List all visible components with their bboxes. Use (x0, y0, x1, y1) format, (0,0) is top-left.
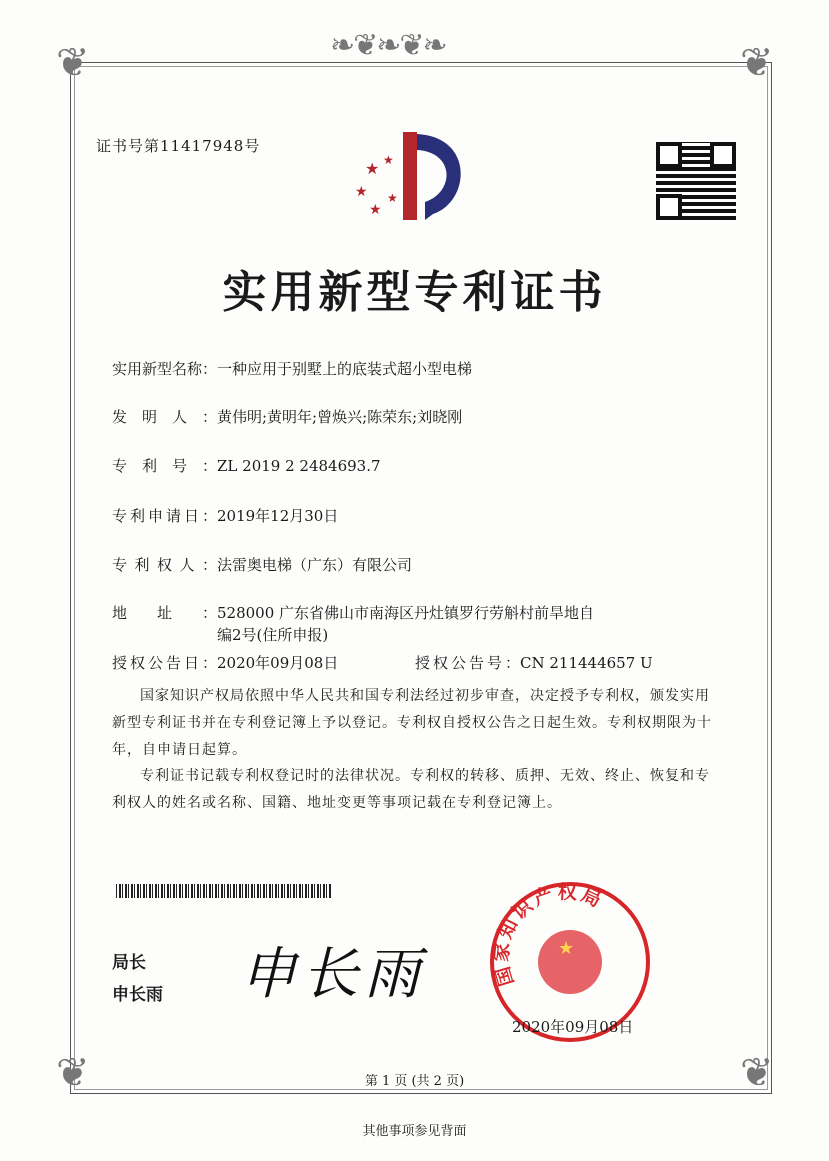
certificate-number: 证书号第11417948号 (96, 137, 261, 155)
svg-text:★: ★ (365, 159, 380, 178)
svg-text:★: ★ (355, 184, 368, 200)
field-application-date: 专利申请日：2019年12月30日 (112, 507, 339, 525)
page-title: 实用新型专利证书 (222, 267, 607, 318)
signatory-name: 申长雨 (112, 985, 163, 1005)
corner-ornament-icon: ❦ (56, 40, 90, 86)
signatory-role: 局长 (112, 953, 146, 973)
field-address-line2: 编2号(住所申报) (217, 626, 329, 644)
field-announcement-number: 授权公告号：CN 211444657 U (415, 654, 653, 672)
field-patent-number: 专利号：ZL 2019 2 2484693.7 (112, 457, 381, 475)
star-icon: ★ (558, 938, 575, 959)
barcode (116, 884, 331, 898)
cnipa-logo-icon (355, 122, 475, 222)
statement-paragraph: 国家知识产权局依照中华人民共和国专利法经过初步审查，决定授予专利权，颁发实用新型专利证书并在专利登记簿上予以登记。专利权自授权公告之日起生效。专利权期限为十年，自申请日起算。 (112, 688, 712, 758)
corner-ornament-icon: ❦ (740, 1050, 774, 1096)
svg-text:★: ★ (369, 202, 382, 218)
back-note: 其他事项参见背面 (362, 1124, 467, 1139)
top-ornament-icon: ❧❦❧❦❧ (330, 28, 446, 63)
svg-text:★: ★ (383, 153, 394, 167)
field-inventors: 发明人：黄伟明;黄明年;曾焕兴;陈荣东;刘晓刚 (112, 408, 463, 426)
field-grant-date: 授权公告日：2020年09月08日 (112, 654, 339, 672)
svg-text:★: ★ (387, 191, 398, 205)
corner-ornament-icon: ❦ (56, 1050, 90, 1096)
qr-code (656, 142, 736, 220)
svg-text:国家知识产权局: 国家知识产权局 (490, 882, 607, 989)
statement-paragraph: 专利证书记载专利权登记时的法律状况。专利权的转移、质押、无效、终止、恢复和专利权人的姓名或名称、国籍、地址变更等事项记载在专利登记簿上。 (112, 768, 710, 811)
field-address: 地址：528000 广东省佛山市南海区丹灶镇罗行劳斛村前旱地自 (112, 604, 595, 622)
corner-ornament-icon: ❦ (740, 40, 774, 86)
signature: 申长雨 (240, 942, 426, 1007)
field-name: 实用新型名称：一种应用于别墅上的底装式超小型电梯 (112, 360, 473, 378)
seal-date: 2020年09月08日 (512, 1018, 634, 1036)
field-patentee: 专利权人：法雷奥电梯（广东）有限公司 (112, 556, 413, 574)
page-info: 第 1 页 (共 2 页) (364, 1074, 465, 1089)
